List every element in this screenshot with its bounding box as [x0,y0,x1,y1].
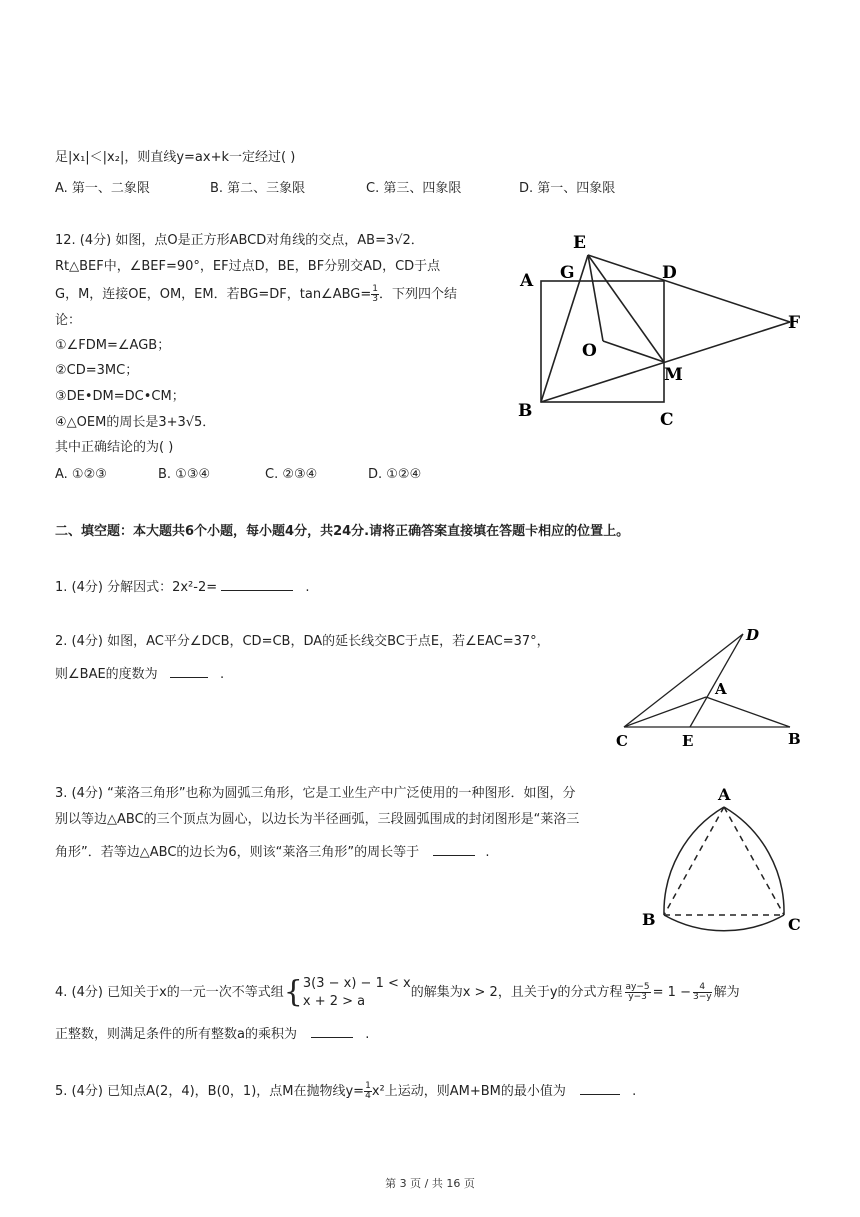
q12-option-d: D. ①②④ [368,467,422,482]
f2-figure [610,622,810,750]
label-f: F [788,313,801,333]
f5-tail: x²上运动，则AM+BM的最小值为 [371,1084,566,1099]
f2-line1: 2. (4分) 如图，AC平分∠DCB，CD=CB，DA的延长线交BC于点E，若∠EAC=37°， [55,634,550,649]
arc-ab [664,807,724,915]
segment-ef [588,255,790,322]
segment-ab [706,697,790,727]
arc-bc [664,915,784,931]
label-o: O [582,341,597,361]
f3-line2: 别以等边△ABC的三个顶点为圆心，以边长为半径画弧，三段圆弧围成的封闭图形是“莱洛三 [55,812,580,827]
f4-answer-blank [311,1023,353,1038]
f5-lead: 5. (4分) 已知点A(2，4)，B(0，1)，点M在抛物线y= [55,1084,365,1099]
f2-text: 则∠BAE的度数为 [55,667,158,682]
dashed-ab [664,807,724,915]
f4-mid: 的解集为x > 2，且关于y的分式方程 [410,985,623,1000]
q12-option-a: A. ①②③ [55,467,107,482]
f4-line1 [55,972,740,1014]
dashed-ac [724,807,784,915]
label-a: A [718,785,731,804]
f1-end: . [305,580,310,595]
label-c: C [616,732,628,750]
f3-line1: 3. (4分) “莱洛三角形”也称为圆弧三角形，它是工业生产中广泛使用的一种图形．如图，分 [55,786,576,801]
q12-option-b: B. ①③④ [158,467,211,482]
f2-line2 [55,663,224,684]
q12-fraction: $\frac{1}{3}$ [372,284,379,304]
arc-ac [724,807,784,915]
page-footer: 第 3 页 / 共 16 页 [385,1177,475,1190]
f4-end: . [365,1027,370,1042]
q12-item-4: ④△OEM的周长是3+3√5． [55,415,216,430]
f3-line3 [55,841,490,862]
segment-em [588,255,664,362]
label-d: D [746,626,760,644]
q12-line3b: ．下列四个结 [379,287,458,302]
q12-line3 [55,285,457,304]
f4-inequality-system: 3(3 − x) − 1 < x x + 2 > a [302,975,411,1009]
q11-option-d: D. 第一、四象限 [519,181,616,196]
segment-eo [588,255,603,341]
q12-line3a: G，M，连接OE，OM，EM．若BG=DF，tan∠ABG= [55,287,372,302]
label-g: G [560,263,575,283]
f3-figure [638,782,808,940]
label-c: C [660,410,674,430]
q11-option-c: C. 第三、四象限 [366,181,462,196]
label-b: B [788,730,801,748]
f3-answer-blank [433,841,475,856]
segment-om [603,341,664,362]
q12-line4: 论： [55,313,82,328]
q12-option-c: C. ②③④ [265,467,318,482]
q11-option-b: B. 第二、三象限 [210,181,306,196]
f5-end: . [632,1084,637,1099]
q12-item-1: ①∠FDM=∠AGB； [55,338,171,353]
segment-bf [541,322,790,402]
f5-fraction: $\frac{1}{4}$ [365,1081,371,1101]
f4-line2 [55,1023,369,1044]
label-m: M [664,365,683,385]
q12-item-2: ②CD=3MC； [55,363,139,378]
f3-text: 角形”．若等边△ABC的边长为6，则该“莱洛三角形”的周长等于 [55,845,420,860]
q12-figure [510,228,810,438]
label-b: B [518,401,533,421]
section-2-title: 二、填空题：本大题共6个小题，每小题4分，共24分.请将正确答案直接填在答题卡相应的位置上。 [55,524,630,539]
f4-brace: { [283,974,303,1010]
q12-ask: 其中正确结论的为( ) [55,440,174,455]
label-e: E [682,732,694,750]
f4-fraction-2: $\frac{4}{3-y}$ [692,982,712,1002]
f4-text: 正整数，则满足条件的所有整数a的乘积为 [55,1027,297,1042]
q12-line1: 12. (4分) 如图，点O是正方形ABCD对角线的交点，AB=3√2． [55,233,424,248]
f2-end: . [219,667,225,682]
f2-answer-blank [170,663,208,678]
f4-fraction-1: $\frac{ay-5}{y-3}$ [625,982,650,1002]
f1-answer-blank [221,576,293,591]
f4-tail: 解为 [713,985,740,1000]
label-a: A [520,271,534,291]
q12-line2: Rt△BEF中，∠BEF=90°，EF过点D，BE，BF分别交AD，CD于点 [55,259,441,274]
f4-lead: 4. (4分) 已知关于x的一元一次不等式组 [55,985,284,1000]
label-b: B [642,910,656,929]
f5-answer-blank [580,1080,620,1095]
label-e: E [573,233,586,253]
square-abcd [541,281,664,402]
f1-text: 1. (4分) 分解因式：2x²-2= [55,580,218,595]
f5-line [55,1080,636,1101]
q11-stem: 足|x₁|＜|x₂|，则直线y=ax+k一定经过( ) [55,150,296,165]
f1-line [55,576,310,597]
label-d: D [662,263,677,283]
segment-ca [624,697,706,727]
label-a: A [715,680,727,698]
f3-end: . [485,845,490,860]
label-c: C [788,915,801,934]
q12-item-3: ③DE•DM=DC•CM； [55,389,185,404]
f4-eq: = 1 − [652,985,691,1000]
q11-option-a: A. 第一、二象限 [55,181,150,196]
